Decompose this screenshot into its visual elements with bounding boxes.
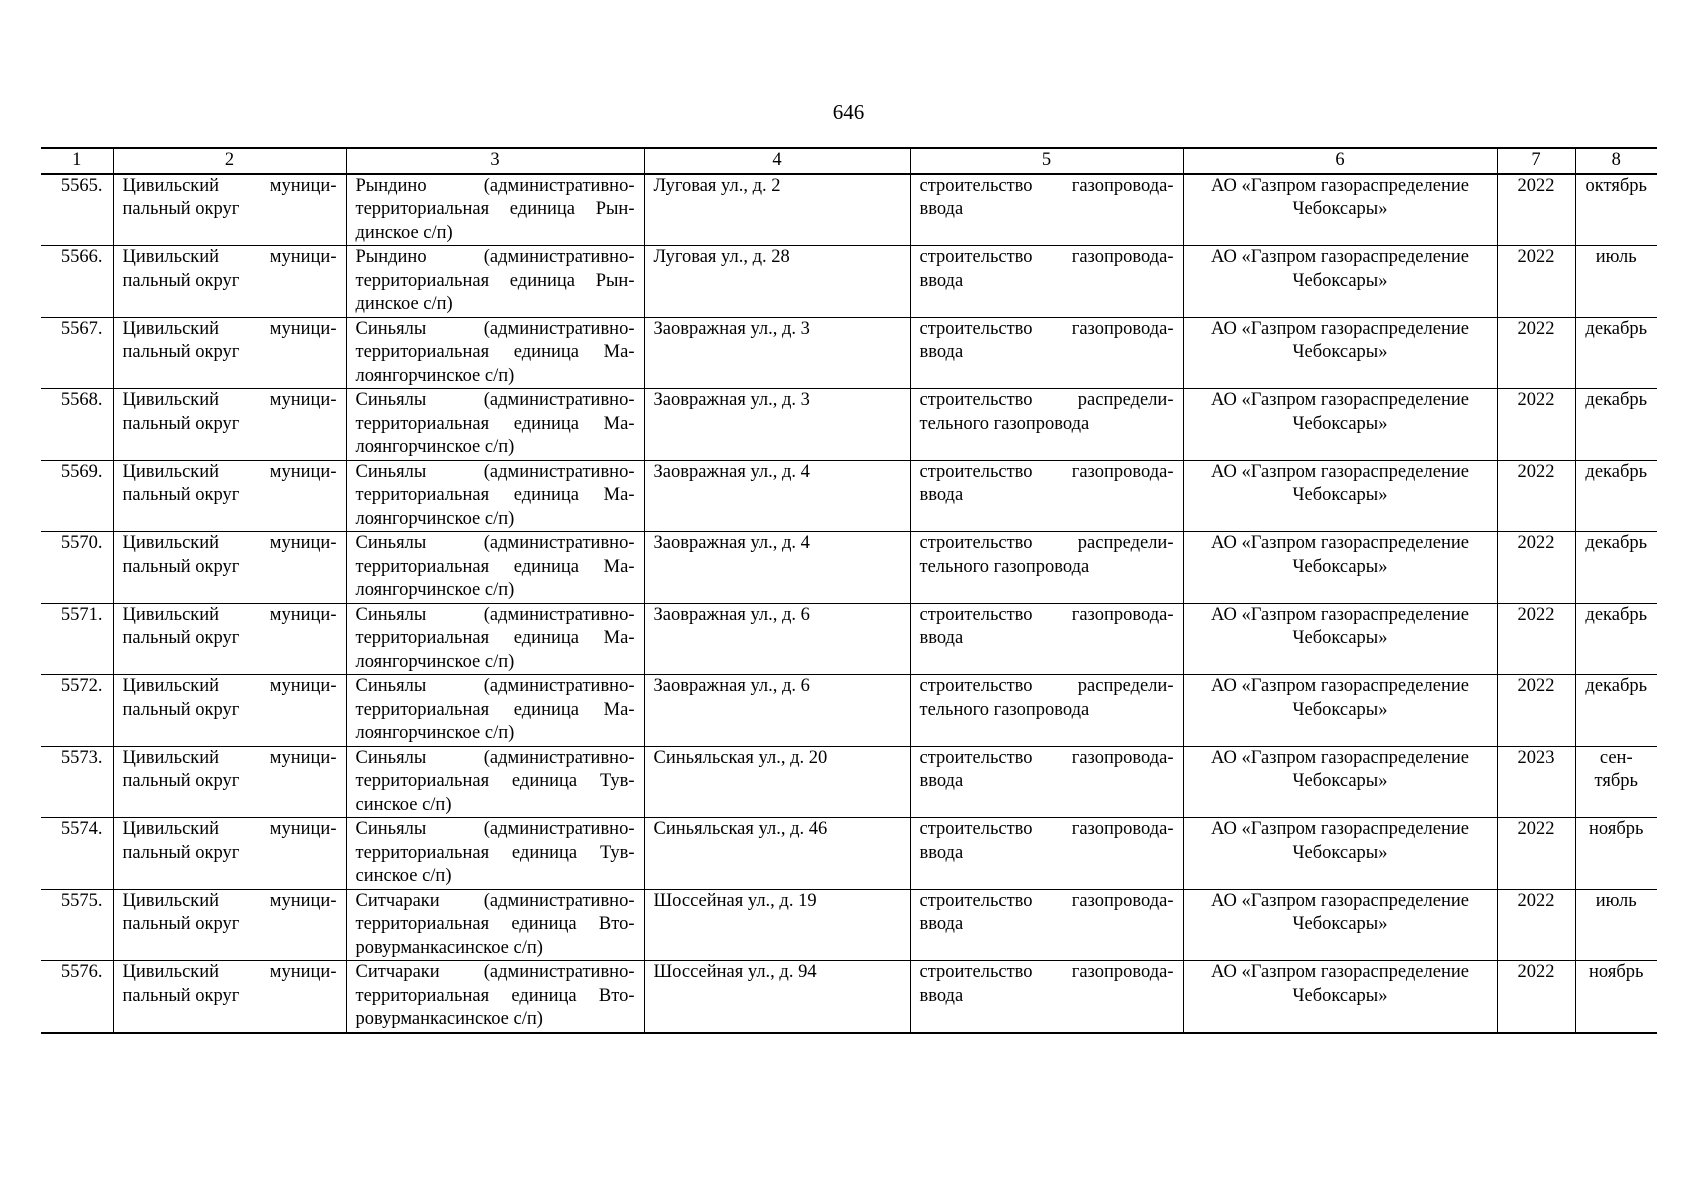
district-cell: Цивильский муници-пальный округ [113,746,346,818]
locality-cell: Рындино (административно-территориальная единица Рын-динское с/п) [346,174,644,246]
table-row [41,532,1657,604]
row-number: 5567. [41,317,113,389]
table-row [41,460,1657,532]
page-number: 646 [832,100,865,124]
locality-cell: Ситчараки (административно-территориальная единица Вто-ровурманкасинское с/п) [346,889,644,961]
row-number: 5570. [41,532,113,604]
district-cell: Цивильский муници-пальный округ [113,460,346,532]
organization-cell: АО «Газпром газораспределение Чебоксары» [1183,603,1497,675]
year-cell: 2022 [1497,246,1575,318]
work-type-cell: строительство распредели-тельного газопровода [910,675,1183,747]
table-row [41,889,1657,961]
row-number: 5568. [41,389,113,461]
organization-cell: АО «Газпром газораспределение Чебоксары» [1183,818,1497,890]
locality-cell: Синьялы (административно-территориальная единица Ма-лоянгорчинское с/п) [346,603,644,675]
locality-cell: Синьялы (административно-территориальная единица Ма-лоянгорчинское с/п) [346,675,644,747]
district-cell: Цивильский муници-пальный округ [113,174,346,246]
column-number: 2 [113,148,346,174]
address-cell: Заовражная ул., д. 4 [644,532,910,604]
locality-cell: Синьялы (административно-территориальная единица Ма-лоянгорчинское с/п) [346,460,644,532]
row-number: 5573. [41,746,113,818]
column-number: 4 [644,148,910,174]
work-type-cell: строительство газопровода-ввода [910,246,1183,318]
address-cell: Шоссейная ул., д. 19 [644,889,910,961]
row-number: 5566. [41,246,113,318]
month-cell: июль [1575,246,1657,318]
row-number: 5574. [41,818,113,890]
locality-cell: Синьялы (административно-территориальная единица Ма-лоянгорчинское с/п) [346,389,644,461]
table-row [41,389,1657,461]
locality-cell: Синьялы (административно-территориальная единица Тув-синское с/п) [346,818,644,890]
month-cell: июль [1575,889,1657,961]
row-number: 5572. [41,675,113,747]
work-type-cell: строительство распредели-тельного газопровода [910,389,1183,461]
row-number: 5569. [41,460,113,532]
year-cell: 2023 [1497,746,1575,818]
row-number: 5575. [41,889,113,961]
locality-cell: Рындино (административно-территориальная единица Рын-динское с/п) [346,246,644,318]
district-cell: Цивильский муници-пальный округ [113,246,346,318]
district-cell: Цивильский муници-пальный округ [113,675,346,747]
column-number: 6 [1183,148,1497,174]
work-type-cell: строительство газопровода-ввода [910,961,1183,1033]
table-row [41,675,1657,747]
column-number: 8 [1575,148,1657,174]
organization-cell: АО «Газпром газораспределение Чебоксары» [1183,746,1497,818]
year-cell: 2022 [1497,174,1575,246]
year-cell: 2022 [1497,317,1575,389]
registry-table [41,147,1657,1034]
year-cell: 2022 [1497,675,1575,747]
column-number: 3 [346,148,644,174]
address-cell: Заовражная ул., д. 6 [644,603,910,675]
district-cell: Цивильский муници-пальный округ [113,889,346,961]
work-type-cell: строительство газопровода-ввода [910,889,1183,961]
organization-cell: АО «Газпром газораспределение Чебоксары» [1183,889,1497,961]
locality-cell: Синьялы (административно-территориальная единица Ма-лоянгорчинское с/п) [346,317,644,389]
work-type-cell: строительство газопровода-ввода [910,603,1183,675]
table-row [41,603,1657,675]
organization-cell: АО «Газпром газораспределение Чебоксары» [1183,675,1497,747]
locality-cell: Синьялы (административно-территориальная единица Тув-синское с/п) [346,746,644,818]
organization-cell: АО «Газпром газораспределение Чебоксары» [1183,317,1497,389]
work-type-cell: строительство газопровода-ввода [910,460,1183,532]
address-cell: Синьяльская ул., д. 20 [644,746,910,818]
month-cell: декабрь [1575,532,1657,604]
district-cell: Цивильский муници-пальный округ [113,389,346,461]
organization-cell: АО «Газпром газораспределение Чебоксары» [1183,389,1497,461]
row-number: 5565. [41,174,113,246]
locality-cell: Ситчараки (административно-территориальная единица Вто-ровурманкасинское с/п) [346,961,644,1033]
address-cell: Синьяльская ул., д. 46 [644,818,910,890]
address-cell: Луговая ул., д. 28 [644,246,910,318]
organization-cell: АО «Газпром газораспределение Чебоксары» [1183,246,1497,318]
address-cell: Заовражная ул., д. 6 [644,675,910,747]
district-cell: Цивильский муници-пальный округ [113,317,346,389]
work-type-cell: строительство распредели-тельного газопровода [910,532,1183,604]
month-cell: декабрь [1575,317,1657,389]
locality-cell: Синьялы (административно-территориальная единица Ма-лоянгорчинское с/п) [346,532,644,604]
district-cell: Цивильский муници-пальный округ [113,603,346,675]
address-cell: Заовражная ул., д. 3 [644,317,910,389]
month-cell: декабрь [1575,460,1657,532]
organization-cell: АО «Газпром газораспределение Чебоксары» [1183,460,1497,532]
year-cell: 2022 [1497,818,1575,890]
table-row [41,818,1657,890]
row-number: 5571. [41,603,113,675]
month-cell: декабрь [1575,603,1657,675]
column-number: 7 [1497,148,1575,174]
address-cell: Шоссейная ул., д. 94 [644,961,910,1033]
address-cell: Луговая ул., д. 2 [644,174,910,246]
month-cell: ноябрь [1575,961,1657,1033]
table-row [41,317,1657,389]
work-type-cell: строительство газопровода-ввода [910,317,1183,389]
work-type-cell: строительство газопровода-ввода [910,818,1183,890]
month-cell: октябрь [1575,174,1657,246]
address-cell: Заовражная ул., д. 3 [644,389,910,461]
work-type-cell: строительство газопровода-ввода [910,746,1183,818]
year-cell: 2022 [1497,889,1575,961]
table-row [41,246,1657,318]
organization-cell: АО «Газпром газораспределение Чебоксары» [1183,532,1497,604]
month-cell: ноябрь [1575,818,1657,890]
row-number: 5576. [41,961,113,1033]
organization-cell: АО «Газпром газораспределение Чебоксары» [1183,961,1497,1033]
year-cell: 2022 [1497,603,1575,675]
district-cell: Цивильский муници-пальный округ [113,532,346,604]
month-cell: декабрь [1575,389,1657,461]
district-cell: Цивильский муници-пальный округ [113,818,346,890]
organization-cell: АО «Газпром газораспределение Чебоксары» [1183,174,1497,246]
table-row [41,746,1657,818]
column-number: 5 [910,148,1183,174]
table-row [41,961,1657,1033]
year-cell: 2022 [1497,961,1575,1033]
month-cell: сен-тябрь [1575,746,1657,818]
column-number: 1 [41,148,113,174]
column-number-header-row [41,148,1657,174]
year-cell: 2022 [1497,460,1575,532]
table-row [41,174,1657,246]
work-type-cell: строительство газопровода-ввода [910,174,1183,246]
table-body [41,174,1657,1033]
month-cell: декабрь [1575,675,1657,747]
address-cell: Заовражная ул., д. 4 [644,460,910,532]
year-cell: 2022 [1497,532,1575,604]
district-cell: Цивильский муници-пальный округ [113,961,346,1033]
year-cell: 2022 [1497,389,1575,461]
